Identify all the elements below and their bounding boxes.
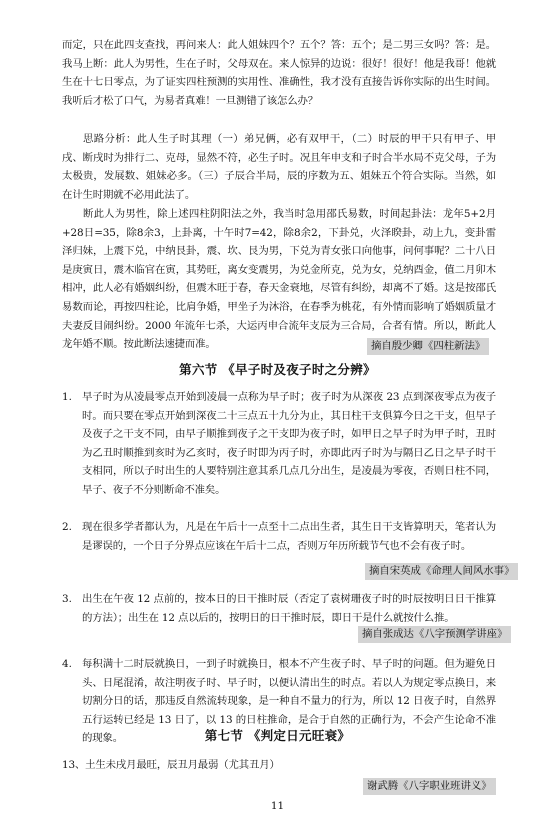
- citation-yin-shaoqing: 摘自殷少卿《四柱新法》: [367, 338, 489, 355]
- list-item-2: [62, 518, 496, 555]
- list-item-text: 现在很多学者都认为，凡是在午后十一点至十二点出生者，其生日干支皆算明天，笔者认为是谬误的，一个日子分界点应该在午后十二点，否则万年历所载节气也不会有夜子时。: [82, 521, 496, 552]
- paragraph-analysis: 思路分析：此人生子时其理（一）弟兄俩，必有双甲干，（二）时辰的甲干只有甲子、甲戌、断戌时为排行二、克母，显然不符，必生子时。况且年申支和子时合半水局不克父母，子为太极贵，发展数、姐妹必多。（三）子辰合半局，辰的序数为五、姐妹五个符合实际。当然，如在计生时期就不必用此法了。: [62, 133, 496, 201]
- list-item-text: 早子时为从凌晨零点开始到凌晨一点称为早子时；夜子时为从深夜 23 点到深夜零点为夜子时。而只要在零点开始到深夜二十三点五十九分为止，其日柱干支俱算今日之干支，但早子及夜子之干支不同，由早子顺推到夜子之干支即为夜子时，如甲日之早子时为甲子时，丑时为乙丑时顺推到亥时为乙亥时，夜子时即为丙子时，亦即此丙子时为与隔日乙日之早子时干支相同，所以子时出生的人要特别注意其系几点几分出生，是凌晨为零夜，否则日柱不同，早子、夜子不分则断命不准矣。: [82, 391, 496, 496]
- list-item-1: [62, 388, 496, 500]
- section-heading-6: 第六节 《早子时及夜子时之分辨》: [179, 362, 376, 377]
- section-heading-7: 第七节 《判定日元旺衰》: [204, 728, 351, 743]
- list-item-3: [62, 590, 496, 627]
- paragraph-gender-method: 断此人为男性，除上述四柱阴阳法之外，我当时急用邵氏易数，时间起卦法：龙年5+2月+28日=35，除8余3，上卦离，十午时7=42，除8余2，下卦兑，火泽睽卦，动上九，变卦雷泽归妹，上震下兑，中纳艮卦，震、坎、艮为男，下兑为青女张口向他事，问何事呢？二十八日是庚寅日，震木临官在寅，其势旺，离女变震男，为兑金所克，兑为女，兑纳酉金，值二月卯木相冲，此人必有婚姻纠纷，但震木旺于春，春天金衰地，尽管有纠纷，却离不了婚。这是按邵氏易数而论，再按四柱论，比肩争婚，甲坐子为沐浴，在春季为桃花，有外情而影响了婚姻质量才夫妻反目闹纠纷。2000 年流年七杀，大运丙申合流年支辰为三合局，合者有情。所以，断此人龙年婚不顺。按此断法速捷而准。: [62, 208, 496, 351]
- list-item-text: 每积满十二时辰就换日，一到子时就换日，根本不产生夜子时、早子时的问题。但为避免日头、日尾混淆，故注明夜子时、早子时，以便认清出生的时点。若以人为规定零点换日，来切割分日的话，那违反自然流转现象，是一种自不量力的行为，所以 12 日夜子时，自然界五行运转已经是 13 日了，以 13 的日柱推命，是合于自然的正确行为，不会产生论命不准的现象。: [82, 658, 496, 745]
- citation-zhang-chengda: 摘自张成达《八字预测学讲座》: [358, 626, 511, 643]
- list-item-text: 出生在午夜 12 点前的，按本日的日干推时辰（否定了袁树珊夜子时的时辰按明日日干推算的方法）；出生在 12 点以后的，按明日的日干推时辰，即日干是什么就按什么推。: [82, 593, 496, 624]
- list-number: 1.: [62, 391, 72, 403]
- list-number: 2.: [62, 521, 72, 533]
- citation-song-yingcheng: 摘自宋英成《命理人间风水事》: [365, 563, 518, 580]
- list-number: 4.: [62, 658, 72, 670]
- citation-xie-wuteng: 谢武腾《八字职业班讲义》: [363, 778, 496, 795]
- paragraph-story: 而定，只在此四支查找，再问来人：此人姐妹四个？五个？答：五个；是二男三女吗？答：是。我马上断：此人为男性，生在子时，父母双在。来人惊异的边说：很好！很好！他是我哥！他就生在十七日零点，为了证实四柱预测的实用性、准确性，我才没有直接告诉你实际的出生时间。我听后才松了口气，为易者真难！一旦测错了该怎么办？: [62, 39, 496, 107]
- page-number: 11: [270, 800, 285, 812]
- list-number: 3.: [62, 593, 72, 605]
- item-13: 13、土生未戌月最旺，辰丑月最弱（尤其丑月）: [62, 759, 280, 771]
